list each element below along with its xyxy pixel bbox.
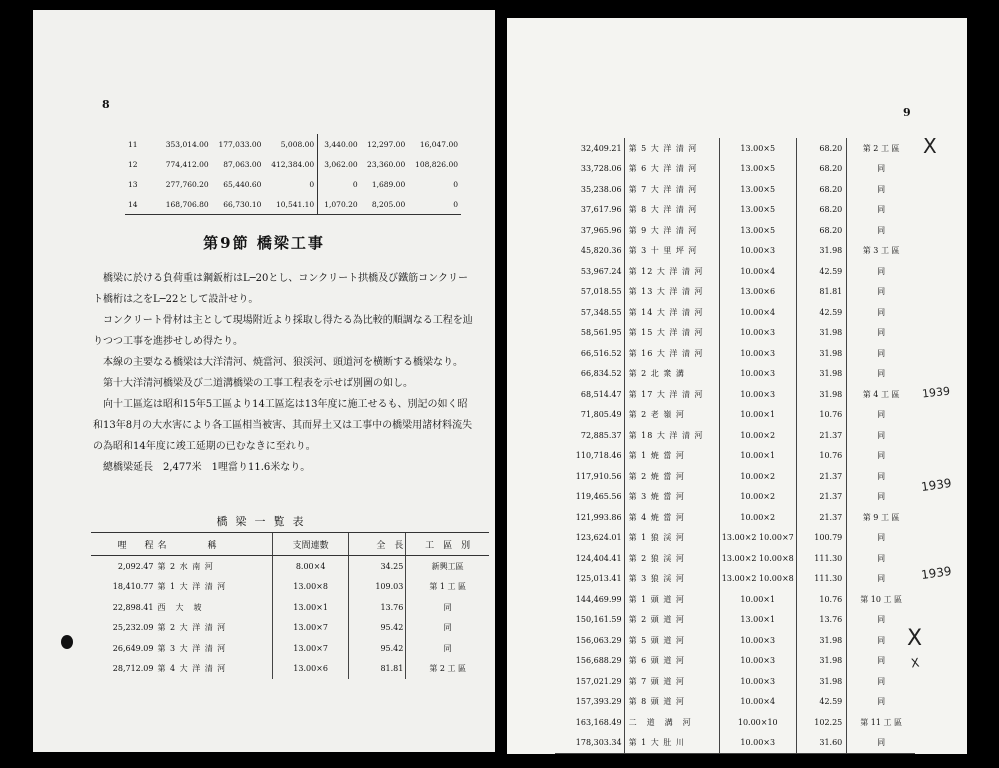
table-cell: 第 11 工 區 [847,712,915,733]
table-cell: 1,689.00 [371,179,406,189]
table-cell: 42.59 [796,302,847,323]
table-cell: 同 [847,630,915,651]
table-cell: 68.20 [796,200,847,221]
table-cell: 13.76 [796,610,847,631]
paragraph: 橋梁に於ける負荷重は鋼鈑桁はL─20とし、コンクリート拱橋及び鐵筋コンクリート橋桁は之をL─22として設計せり。 [93,273,468,305]
table-cell: 87,063.00 [223,159,262,169]
table-cell: 156,063.29 [575,635,622,645]
table-row [555,589,915,610]
table-cell: 10.00×4 [719,261,796,282]
table-row [555,630,915,651]
table-cell: 10.00×10 [719,712,796,733]
table-cell: 109.03 [348,577,405,598]
bridge-table-left [91,532,489,679]
table-cell: 10.00×1 [719,405,796,426]
margin-note: X [910,655,921,671]
table-cell: 21.37 [796,507,847,528]
table-cell: 144,469.99 [575,594,622,604]
table-cell: 66,730.10 [212,194,265,215]
table-cell: 66,516.52 [580,348,622,358]
table-cell: 第 2 老 嶺 河 [624,405,719,426]
table-cell: 同 [847,302,915,323]
table-row [555,220,915,241]
table-cell: 同 [406,618,489,639]
table-row [555,384,915,405]
table-cell: 21.37 [796,466,847,487]
table-cell: 第 3 工 區 [847,241,915,262]
table-cell: 65,440.60 [223,179,262,189]
table-cell: 31.98 [796,323,847,344]
table-cell: 第 3 大 洋 清 河 [157,643,227,653]
table-cell: 同 [847,405,915,426]
col-header: 哩 程 [91,533,155,556]
table-cell: 同 [406,597,489,618]
table-cell: 第 6 大 洋 清 河 [624,159,719,180]
table-cell: 95.42 [348,638,405,659]
table-cell: 10.00×2 [719,487,796,508]
table-cell: 第 12 大 洋 清 河 [624,261,719,282]
table-cell: 10.00×3 [719,671,796,692]
table-row [555,261,915,282]
paragraph: 第十大洋清河橋梁及び二道溝橋梁の工事工程表を示せば別圖の如し。 [103,378,413,389]
left-page [33,10,495,752]
table-cell: 13.00×2 10.00×7 [719,528,796,549]
table-cell: 第 10 工 區 [847,589,915,610]
table-cell: 11 [128,139,138,149]
table-cell: 58,561.95 [580,328,622,338]
table-cell: 110,718.46 [575,451,622,461]
table-row [555,200,915,221]
table-cell: 同 [847,220,915,241]
table-cell: 第 16 大 洋 清 河 [624,343,719,364]
table-cell: 第 1 焼 當 河 [624,446,719,467]
table-cell: 0 [408,194,461,215]
table-cell: 57,348.55 [580,307,622,317]
table-row [91,638,489,659]
table-cell: 第 6 頭 道 河 [624,651,719,672]
table-cell: 31.98 [796,241,847,262]
table-cell: 31.98 [796,671,847,692]
table-cell: 5,008.00 [280,139,315,149]
table-cell: 10.00×3 [719,733,796,754]
table-cell: 178,303.34 [555,733,624,754]
table-cell: 13.00×5 [719,220,796,241]
table-row [555,569,915,590]
table-row [555,323,915,344]
paragraph: コンクリート骨材は主として現場附近より採取し得たる為比較的順調なる工程を辿りつつ工事を進捗せしめ得たり。 [93,315,473,347]
table-cell: 同 [847,733,915,754]
table-cell: 第 9 工 區 [847,507,915,528]
table-row [555,241,915,262]
table-cell: 125,013.41 [575,574,622,584]
table-cell: 10.76 [796,589,847,610]
col-header: 支間連數 [273,533,349,556]
table-cell: 13.00×2 10.00×8 [719,569,796,590]
table-cell: 353,014.00 [165,139,209,149]
table-row [555,138,915,159]
table-cell: 10.00×4 [719,692,796,713]
margin-note: 1939 [920,563,953,583]
table-cell: 第 3 焼 當 河 [624,487,719,508]
table-cell: 37,617.96 [580,205,622,215]
table-cell: 12,297.00 [367,139,406,149]
table-cell: 同 [847,446,915,467]
table-cell: 第 13 大 洋 清 河 [624,282,719,303]
table-cell: 13 [128,179,138,189]
table-cell: 第 1 頭 道 河 [624,589,719,610]
table-cell: 81.81 [348,659,405,680]
table-cell: 同 [847,671,915,692]
table-cell: 13.00×1 [273,597,349,618]
table-cell: 156,688.29 [575,656,622,666]
table-cell: 同 [847,425,915,446]
body-text [93,268,475,478]
table-cell: 119,465.56 [575,492,622,502]
table-cell: 111.30 [796,569,847,590]
table-row [555,507,915,528]
table-row [555,302,915,323]
table-row [555,425,915,446]
table-cell: 同 [847,179,915,200]
table-cell: 57,018.55 [580,287,622,297]
table-cell: 81.81 [796,282,847,303]
table-cell: 28,712.09 [112,664,154,674]
table-cell: 第 3 狼 渓 河 [624,569,719,590]
table-cell: 35,238.06 [580,184,622,194]
right-page [507,18,967,754]
table-cell: 68,514.47 [580,389,622,399]
table-cell: 10.00×1 [719,589,796,610]
table-row [125,134,461,154]
table-cell: 33,728.06 [580,164,622,174]
table-cell: 10.00×3 [719,323,796,344]
table-row [555,692,915,713]
table-cell: 10.00×3 [719,630,796,651]
table-cell: 0 [309,179,315,189]
table-cell: 13.00×6 [273,659,349,680]
table-cell: 第 2 北 衆 溝 [624,364,719,385]
table-cell: 同 [847,200,915,221]
table-cell: 13.00×7 [273,618,349,639]
table-cell: 第 5 頭 道 河 [624,630,719,651]
table-cell: 8.00×4 [273,556,349,577]
table-cell: 163,168.49 [575,717,622,727]
table-cell: 西 大 坡 [157,602,203,612]
table-cell: 第 4 大 洋 清 河 [157,664,227,674]
table-row [555,405,915,426]
table-cell: 8,205.00 [361,194,409,215]
table-cell: 774,412.00 [165,159,209,169]
margin-note: X [923,134,937,158]
table-cell: 68.20 [796,138,847,159]
table-cell: 37,965.96 [580,225,622,235]
table-cell: 10.76 [796,446,847,467]
margin-note: 1939 [920,475,953,495]
table-cell: 13.00×5 [719,179,796,200]
table-cell: 第 2 焼 當 河 [624,466,719,487]
table-cell: 13.00×1 [719,610,796,631]
table-cell: 16,047.00 [419,139,458,149]
table-cell: 同 [847,364,915,385]
table-cell: 13.00×6 [719,282,796,303]
table-cell: 72,885.37 [580,430,622,440]
table-cell: 同 [847,282,915,303]
table-cell: 68.20 [796,179,847,200]
table-cell: 同 [847,343,915,364]
table-cell: 68.20 [796,159,847,180]
table-cell: 1,070.20 [318,194,361,215]
bridge-table-right [555,138,915,754]
table-cell: 42.59 [796,261,847,282]
table-cell: 66,834.52 [580,369,622,379]
paragraph: 總橋梁延長 2,477米 1哩當り11.6米なり。 [103,462,311,473]
table-cell: 111.30 [796,548,847,569]
table-cell: 第 9 大 洋 清 河 [624,220,719,241]
table-row [91,618,489,639]
table-cell: 第 2 工 區 [406,659,489,680]
table-cell: 100.79 [796,528,847,549]
table-cell: 第 2 頭 道 河 [624,610,719,631]
table-cell: 95.42 [348,618,405,639]
table-cell: 123,624.01 [575,533,622,543]
table-cell: 18,410.77 [112,582,154,592]
table-cell: 31.98 [796,343,847,364]
table-cell: 10.00×3 [719,241,796,262]
table-cell: 第 8 大 洋 清 河 [624,200,719,221]
table-cell: 同 [847,487,915,508]
table-row [555,733,915,754]
table-cell: 157,393.29 [575,697,622,707]
table-cell: 14 [125,194,159,215]
table-row [125,154,461,174]
table-cell: 121,993.86 [575,512,622,522]
table-row [555,446,915,467]
table-cell: 第 1 工 區 [406,577,489,598]
table-row [555,610,915,631]
table-row [555,548,915,569]
table-cell: 第 7 頭 道 河 [624,671,719,692]
table-cell: 0 [318,174,361,194]
table-cell: 31.98 [796,364,847,385]
table-cell: 第 5 大 洋 清 河 [624,138,719,159]
table-row [555,712,915,733]
table-cell: 同 [847,323,915,344]
table-cell: 2,092.47 [117,561,154,571]
page-number: 8 [102,98,110,111]
table-row [91,597,489,618]
col-header: 工 區 別 [406,533,489,556]
margin-note: 1939 [921,384,951,401]
table-cell: 412,384.00 [271,159,315,169]
table-cell: 12 [128,159,138,169]
table-cell: 34.25 [348,556,405,577]
table-row [555,651,915,672]
table-cell: 13.00×5 [719,200,796,221]
table-cell: 同 [847,528,915,549]
table-cell: 42.59 [796,692,847,713]
table-cell: 23,360.00 [367,159,406,169]
table-cell: 第 7 大 洋 清 河 [624,179,719,200]
table-cell: 10.00×2 [719,466,796,487]
table-cell: 13.76 [348,597,405,618]
table-cell: 13.00×7 [273,638,349,659]
table-row [555,179,915,200]
table-cell: 177,033.00 [218,139,262,149]
table-cell: 22,898.41 [112,602,154,612]
table-cell: 13.00×5 [719,159,796,180]
table-cell: 10.00×3 [719,343,796,364]
table-cell: 21.37 [796,425,847,446]
margin-note: X [907,626,923,651]
table-cell: 32,409.21 [580,143,622,153]
table-cell: 102.25 [796,712,847,733]
table-cell: 第 2 狼 渓 河 [624,548,719,569]
table-cell: 3,440.00 [318,134,361,154]
table-cell: 第 1 狼 渓 河 [624,528,719,549]
table-row [91,556,489,577]
table-cell: 157,021.29 [575,676,622,686]
table-cell: 124,404.41 [575,553,622,563]
table-cell: 同 [847,610,915,631]
table-cell: 108,826.00 [415,159,458,169]
table-row [125,194,461,215]
table-row [555,671,915,692]
table-cell: 第 2 水 南 河 [157,561,214,571]
table-cell: 68.20 [796,220,847,241]
table-cell: 117,910.56 [575,471,622,481]
table-cell: 71,805.49 [580,410,622,420]
table-cell: 同 [847,261,915,282]
table-cell: 第 18 大 洋 清 河 [624,425,719,446]
table-cell: 21.37 [796,487,847,508]
table-cell: 同 [847,159,915,180]
table-cell: 10.00×3 [719,384,796,405]
table-cell: 13.00×8 [273,577,349,598]
table-cell: 第 4 焼 當 河 [624,507,719,528]
table-title: 橋梁一覧表 [216,515,312,528]
table-cell: 31.98 [796,630,847,651]
table-row [91,577,489,598]
table-cell: 10.00×2 [719,425,796,446]
table-cell: 第 3 十 里 坪 河 [624,241,719,262]
table-row [125,174,461,194]
table-cell: 第 2 大 洋 清 河 [157,623,227,633]
table-row [91,659,489,680]
page-number: 9 [903,106,911,119]
table-row [555,528,915,549]
table-row [555,487,915,508]
ink-blot [61,635,73,649]
table-cell: 26,649.09 [112,643,154,653]
table-cell: 168,706.80 [159,194,212,215]
table-cell: 45,820.36 [580,246,622,256]
table-cell: 3,062.00 [318,154,361,174]
table-cell: 第 1 大 肚 川 [624,733,719,754]
table-row [555,159,915,180]
section-title: 第9節 橋梁工事 [203,234,325,252]
table-cell: 同 [847,466,915,487]
table-cell: 10,541.10 [264,194,317,215]
table-cell: 新興工區 [406,556,489,577]
table-cell: 第 1 大 洋 清 河 [157,582,227,592]
col-header: 全 長 [348,533,405,556]
table-cell: 同 [847,569,915,590]
table-cell: 53,967.24 [580,266,622,276]
table-row [555,343,915,364]
table-cell: 10.76 [796,405,847,426]
table-cell: 31.98 [796,651,847,672]
table-cell: 25,232.09 [112,623,154,633]
table-cell: 10.00×4 [719,302,796,323]
table-cell: 第 17 大 洋 清 河 [624,384,719,405]
table-row [555,282,915,303]
table-cell: 二 道 溝 河 [624,712,719,733]
table-cell: 同 [847,548,915,569]
table-cell: 第 2 工 區 [847,138,915,159]
table-row [555,364,915,385]
table-cell: 13.00×2 10.00×8 [719,548,796,569]
table-cell: 10.00×2 [719,507,796,528]
col-header: 名 稱 [155,533,272,556]
table-cell: 第 15 大 洋 清 河 [624,323,719,344]
table-cell: 0 [453,179,458,189]
table-cell: 150,161.59 [575,615,622,625]
table-cell: 第 14 大 洋 清 河 [624,302,719,323]
table-cell: 第 4 工 區 [847,384,915,405]
table-cell: 31.60 [796,733,847,754]
table-cell: 10.00×1 [719,446,796,467]
table-cell: 31.98 [796,384,847,405]
summary-table [125,134,461,215]
table-cell: 277,760.20 [165,179,209,189]
table-cell: 同 [847,692,915,713]
table-cell: 第 8 頭 道 河 [624,692,719,713]
table-row [555,466,915,487]
table-cell: 同 [406,638,489,659]
table-cell: 10.00×3 [719,651,796,672]
paragraph: 本線の主要なる橋梁は大洋清河、焼當河、狼渓河、頭道河を横断する橋梁なり。 [103,357,463,368]
table-cell: 10.00×3 [719,364,796,385]
table-cell: 13.00×5 [719,138,796,159]
table-cell: 同 [847,651,915,672]
paragraph: 向十工區迄は昭和15年5工區より14工區迄は13年度に施工せるも、別記の如く昭和13年8月の大水害により各工區相当被害、其而昇土又は工事中の橋梁用諸材料流失の為昭和14年度に竣工延期の已むなきに至れり。 [93,399,473,452]
